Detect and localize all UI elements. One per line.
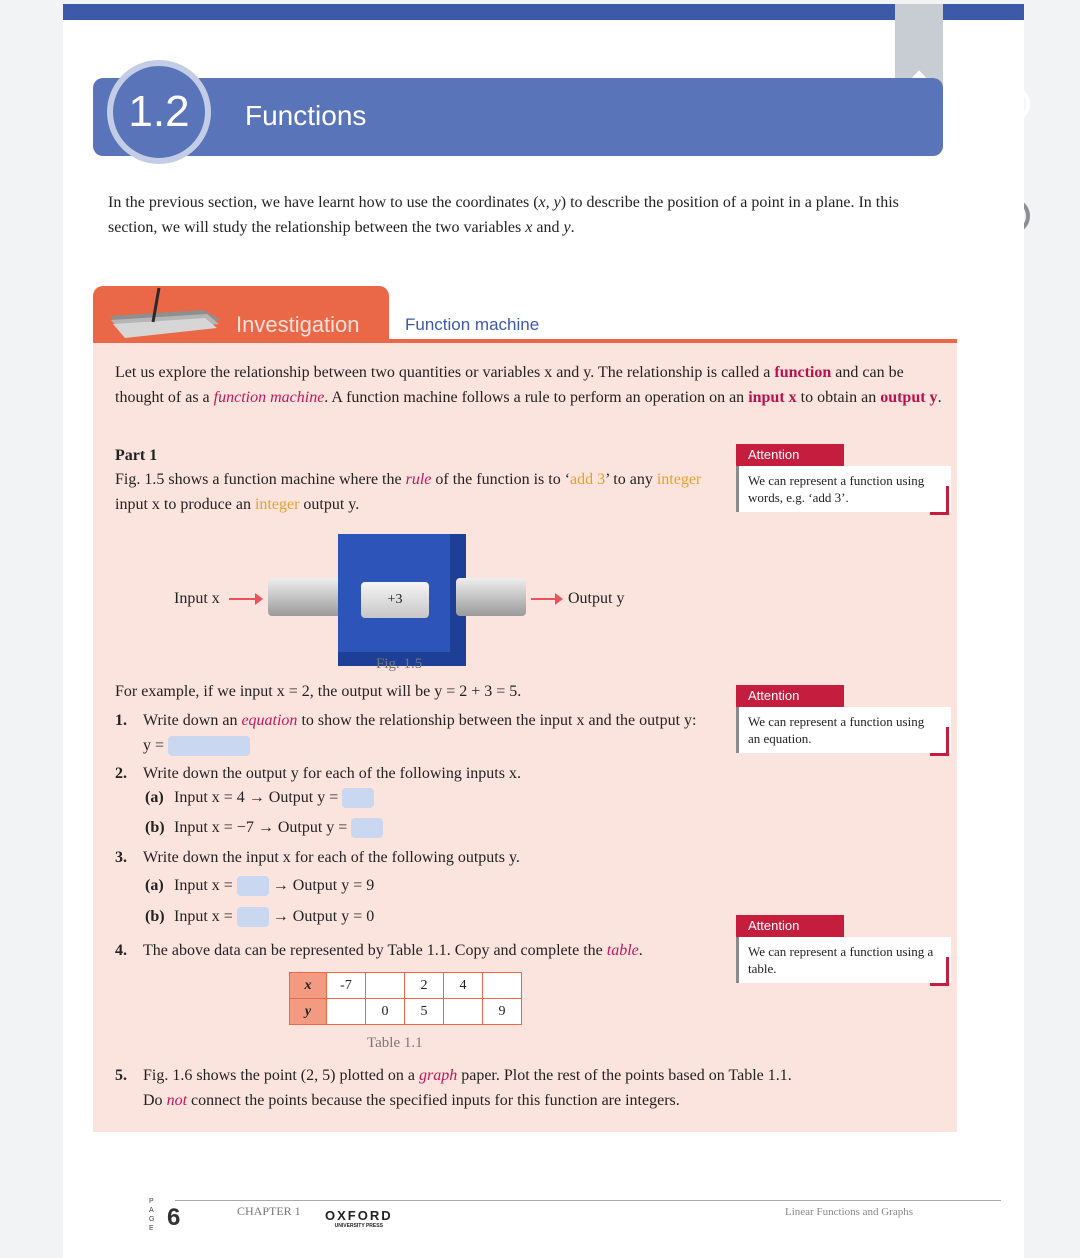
output-pipe (456, 578, 526, 616)
table-cell (483, 973, 522, 999)
footer-rule (175, 1200, 1001, 1201)
question-2-number: 2. (115, 765, 127, 782)
figure-caption: Fig. 1.5 (376, 656, 423, 672)
question-4-number: 4. (115, 942, 127, 959)
publisher-name: OXFORD (325, 1208, 393, 1223)
question-2b: Input x = −7 → Output y = (174, 816, 383, 841)
page-number: 6 (167, 1204, 181, 1231)
question-3: Write down the input x for each of the following outputs y. (143, 849, 520, 866)
investigation-subtitle: Function machine (405, 315, 540, 334)
output-arrow (531, 598, 557, 600)
section-header-band (93, 78, 943, 156)
answer-box[interactable] (351, 818, 383, 838)
intro-paragraph: In the previous section, we have learnt how to use the coordinates (x, y) to describe the position of a point in a plane. In this section, we will study the relationship between the two variables x and y. (108, 194, 899, 236)
publisher-logo (325, 1208, 393, 1229)
answer-box[interactable] (168, 736, 250, 756)
attention-note (736, 915, 948, 987)
table-row (290, 999, 522, 1025)
attention-text: We can represent a function using an equation. (748, 714, 925, 746)
attention-tab: Attention (736, 915, 844, 937)
part1-paragraph: Fig. 1.5 shows a function machine where the rule of the function is to ‘add 3’ to any integer input x to produce an integer output y. (115, 471, 702, 513)
section-number: 1.2 (128, 87, 190, 136)
attention-note (736, 444, 948, 516)
question-5-number: 5. (115, 1067, 127, 1084)
question-2b-label: (b) (145, 819, 165, 836)
page-word: PAGE (149, 1198, 155, 1232)
answer-box[interactable] (237, 907, 269, 927)
attention-text: We can represent a function using words, e.g. ‘add 3’. (748, 473, 925, 505)
chapter-label: CHAPTER 1 (237, 1204, 301, 1218)
table-cell: -7 (327, 973, 366, 999)
input-arrow (229, 598, 257, 600)
question-3b: Input x = → Output y = 0 (174, 905, 374, 930)
table-header-x: x (290, 973, 327, 999)
attention-note (736, 685, 948, 757)
attention-corner (930, 727, 949, 756)
investigation-rule (93, 339, 957, 343)
machine-output-label: Output y (568, 590, 625, 607)
table-row (290, 973, 522, 999)
publisher-sub: UNIVERSITY PRESS (334, 1223, 383, 1229)
question-2: Write down the output y for each of the following inputs x. (143, 765, 521, 782)
question-3b-label: (b) (145, 908, 165, 925)
table-caption: Table 1.1 (367, 1035, 423, 1051)
question-5: Fig. 1.6 shows the point (2, 5) plotted on a graph paper. Plot the rest of the points based on Table 1.1. Do not connect the points because the specified inputs for this function are integers. (143, 1067, 792, 1109)
table-cell: 5 (405, 999, 444, 1025)
question-2a-label: (a) (145, 789, 164, 806)
question-3a-label: (a) (145, 877, 164, 894)
table-header-y: y (290, 999, 327, 1025)
table-cell (327, 999, 366, 1025)
question-3a: Input x = → Output y = 9 (174, 874, 374, 899)
question-2a: Input x = 4 → Output y = (174, 786, 374, 811)
attention-corner (930, 486, 949, 515)
section-title: Functions (245, 100, 367, 131)
textbook-page (63, 4, 1024, 1258)
investigation-label: Investigation (236, 312, 360, 337)
papers-pencil-icon (103, 286, 223, 338)
attention-text: We can represent a function using a table. (748, 944, 934, 976)
question-4: The above data can be represented by Table 1.1. Copy and complete the table. (143, 942, 643, 959)
table-cell (444, 999, 483, 1025)
table-cell: 0 (366, 999, 405, 1025)
answer-box[interactable] (342, 788, 374, 808)
table-cell: 2 (405, 973, 444, 999)
question-1-number: 1. (115, 712, 127, 729)
question-3-number: 3. (115, 849, 127, 866)
machine-input-label: Input x (174, 590, 220, 607)
top-bar (63, 4, 1024, 20)
machine-operation: +3 (361, 582, 429, 618)
answer-box[interactable] (237, 876, 269, 896)
attention-corner (930, 957, 949, 986)
running-title: Linear Functions and Graphs (785, 1206, 913, 1218)
table-cell: 4 (444, 973, 483, 999)
function-table (289, 972, 522, 1025)
part1-heading: Part 1 (115, 447, 158, 464)
attention-tab: Attention (736, 444, 844, 466)
table-cell (366, 973, 405, 999)
lead-paragraph: Let us explore the relationship between two quantities or variables x and y. The relationship is called a function and can be thought of as a function machine. A function machine follows a rule to perform an operation on an input x to obtain an output y. (115, 364, 942, 406)
attention-tab: Attention (736, 685, 844, 707)
input-pipe (268, 578, 342, 616)
table-cell: 9 (483, 999, 522, 1025)
example-text: For example, if we input x = 2, the output will be y = 2 + 3 = 5. (115, 683, 522, 700)
question-1: Write down an equation to show the relationship between the input x and the output y: y = (143, 709, 703, 758)
